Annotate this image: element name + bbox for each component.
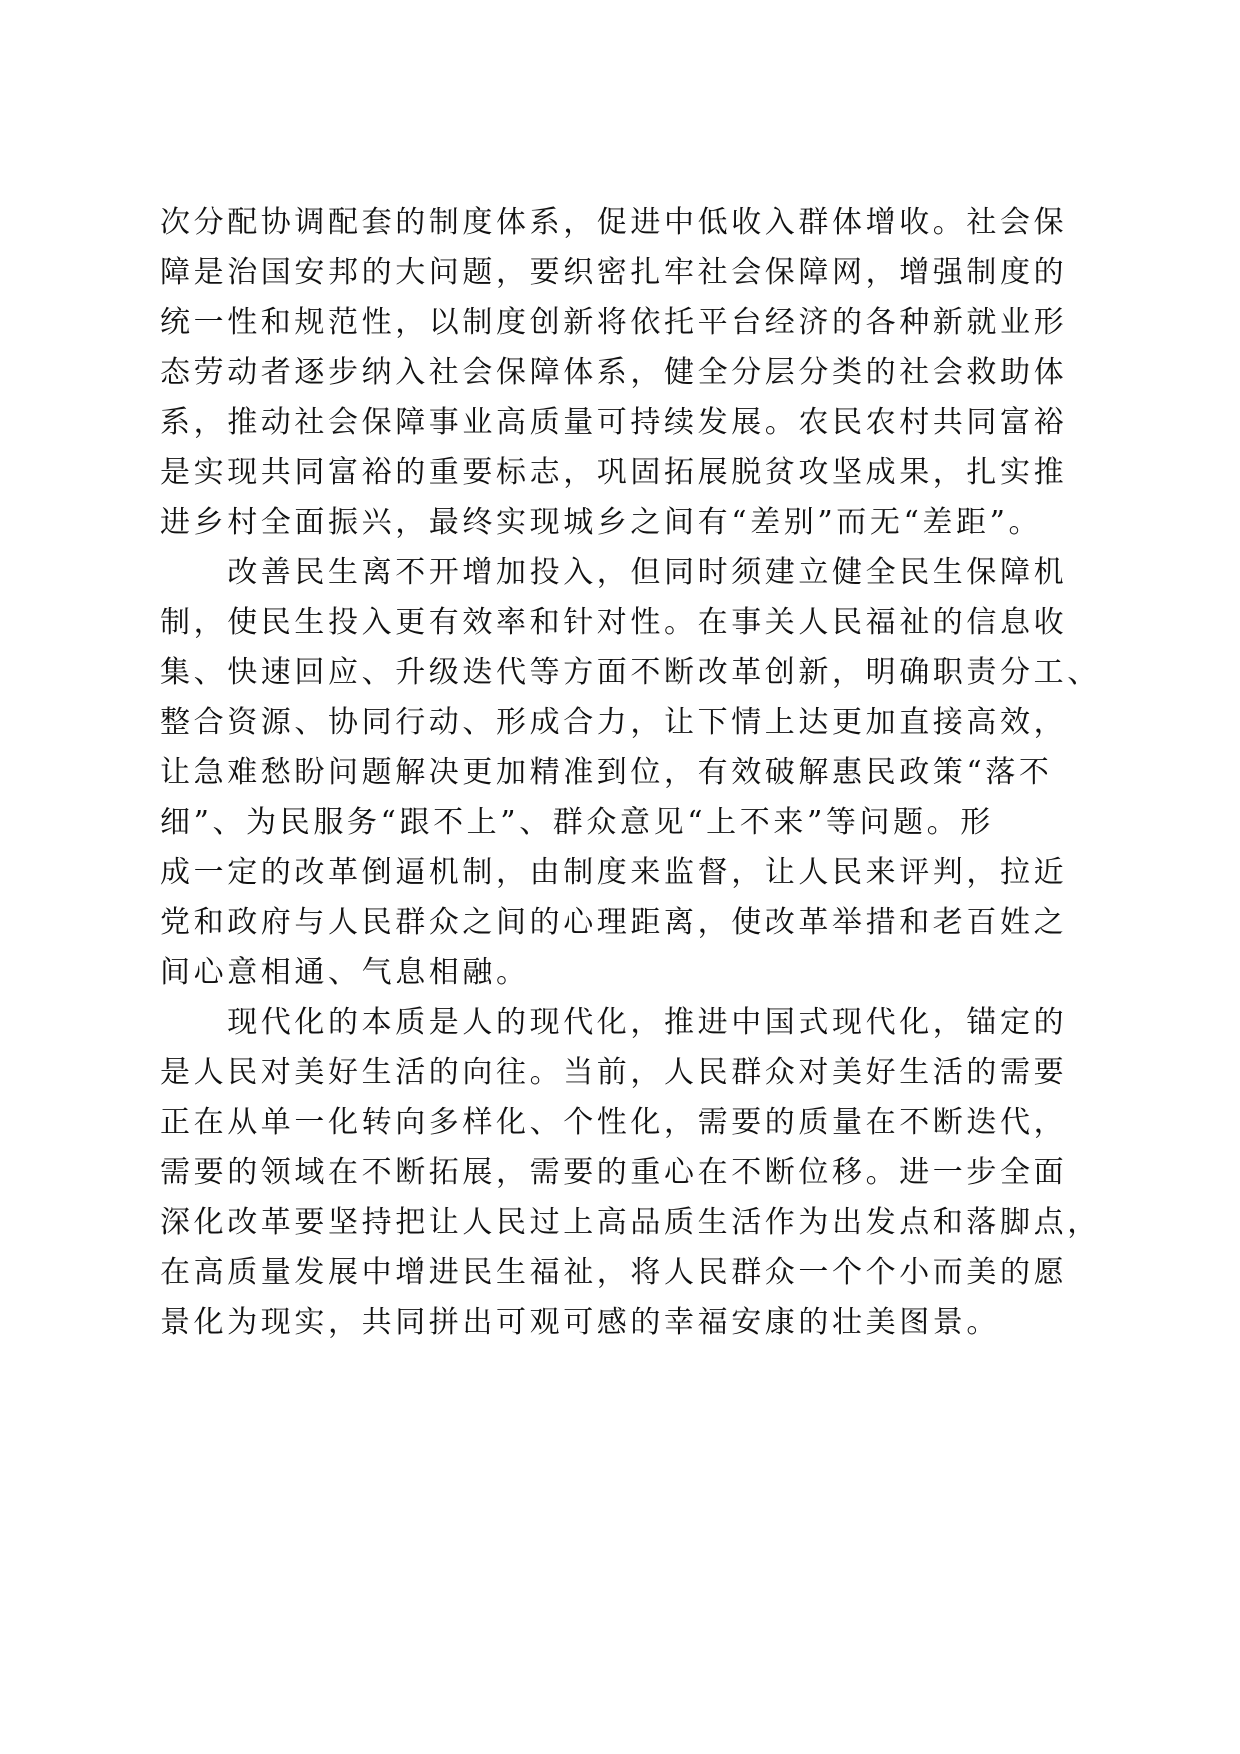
paragraph-3	[160, 998, 1101, 1348]
text-line: 是人民对美好生活的向往。当前，人民群众对美好生活的需要	[160, 1055, 1068, 1090]
text-line: 成一定的改革倒逼机制，由制度来监督，让人民来评判，拉近	[160, 855, 1068, 890]
text-line: 进乡村全面振兴，最终实现城乡之间有“差别”而无“差距”。	[160, 505, 1043, 540]
text-line: 细”、为民服务“跟不上”、群众意见“上不来”等问题。形	[160, 805, 994, 840]
text-line: 次分配协调配套的制度体系，促进中低收入群体增收。社会保	[160, 205, 1068, 240]
text-line: 改善民生离不开增加投入，但同时须建立健全民生保障机	[160, 555, 1068, 590]
text-line: 制，使民生投入更有效率和针对性。在事关人民福祉的信息收	[160, 605, 1068, 640]
text-line: 景化为现实，共同拼出可观可感的幸福安康的壮美图景。	[160, 1305, 1000, 1340]
text-line: 在高质量发展中增进民生福祉，将人民群众一个个小而美的愿	[160, 1255, 1068, 1290]
text-line: 党和政府与人民群众之间的心理距离，使改革举措和老百姓之	[160, 905, 1068, 940]
text-line: 系，推动社会保障事业高质量可持续发展。农民农村共同富裕	[160, 405, 1068, 440]
text-line: 现代化的本质是人的现代化，推进中国式现代化，锚定的	[160, 1005, 1068, 1040]
text-line: 统一性和规范性，以制度创新将依托平台经济的各种新就业形	[160, 305, 1068, 340]
document-body	[160, 198, 1101, 1348]
paragraph-1	[160, 198, 1080, 548]
text-line: 需要的领域在不断拓展，需要的重心在不断位移。进一步全面	[160, 1155, 1068, 1190]
text-line: 让急难愁盼问题解决更加精准到位，有效破解惠民政策“落不	[160, 755, 1053, 790]
text-line: 整合资源、协同行动、形成合力，让下情上达更加直接高效，	[160, 705, 1068, 740]
text-line: 是实现共同富裕的重要标志，巩固拓展脱贫攻坚成果，扎实推	[160, 455, 1068, 490]
text-line: 集、快速回应、升级迭代等方面不断改革创新，明确职责分工、	[160, 655, 1101, 690]
paragraph-2	[160, 548, 1101, 998]
text-line: 间心意相通、气息相融。	[160, 955, 530, 990]
text-line: 态劳动者逐步纳入社会保障体系，健全分层分类的社会救助体	[160, 355, 1068, 390]
text-line: 深化改革要坚持把让人民过上高品质生活作为出发点和落脚点，	[160, 1205, 1101, 1240]
text-line: 障是治国安邦的大问题，要织密扎牢社会保障网，增强制度的	[160, 255, 1068, 290]
text-line: 正在从单一化转向多样化、个性化，需要的质量在不断迭代，	[160, 1105, 1068, 1140]
